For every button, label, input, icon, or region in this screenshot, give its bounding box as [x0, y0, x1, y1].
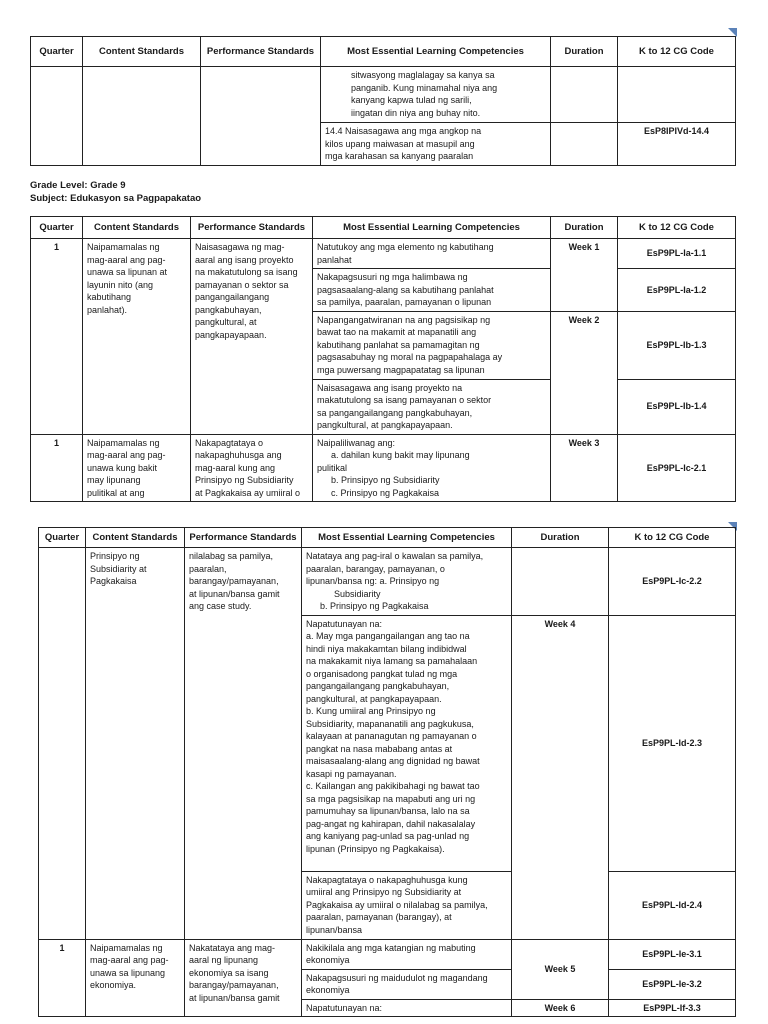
text-line: mag-aaral ang pag-: [90, 955, 169, 965]
header-content-standards: Content Standards: [83, 37, 201, 67]
table-grade9-part2: [38, 527, 736, 1017]
table-row: [31, 434, 736, 502]
text-line: Nakapagsusuri ng maidudulot ng magandang: [306, 972, 488, 983]
quarter-cell: 1: [31, 434, 83, 502]
text-line: pamumuhay sa lipunan/bansa, lalo na sa: [306, 806, 470, 816]
code-cell: EsP9PL-Ib-1.3: [618, 311, 736, 379]
text-line: may lipunang: [87, 475, 141, 485]
text-line: pulitikal at ang: [87, 487, 145, 498]
content-standards-cell: [86, 939, 185, 1017]
text-line: Naisasagawa ang isang proyekto na: [317, 382, 463, 393]
duration-cell: Week 3: [551, 434, 618, 502]
text-line: Naipamamalas ng: [87, 437, 160, 448]
text-line: panganib. Kung minamahal niya ang: [351, 82, 498, 93]
duration-cell: Week 5: [512, 939, 609, 999]
code-cell: EsP9PL-Id-2.3: [609, 615, 736, 871]
header-duration: Duration: [551, 217, 618, 239]
code-cell: EsP9PL-Ie-3.1: [609, 939, 736, 969]
melc-cell: Napatutunayan na:: [302, 999, 512, 1017]
text-line: Subsidiarity: [334, 588, 381, 599]
text-line: pangangailangang: [195, 292, 270, 302]
header-content-standards: Content Standards: [86, 528, 185, 548]
text-line: hindi niya makakamtan bilang indibidwal: [306, 643, 467, 654]
text-line: pangkultural, at pangkapayapaan.: [306, 693, 442, 704]
text-line: kabutihang panlahat sa pamamagitan ng: [317, 339, 480, 350]
melc-cell: [313, 269, 551, 312]
text-line: na makatutulong sa isang: [195, 267, 298, 277]
text-line: sitwasyong maglalagay sa kanya sa: [351, 70, 495, 80]
text-line: Pagkakaisa ay umiiral o nilalabag sa pamilya,: [306, 899, 488, 910]
code-cell: EsP9PL-Ie-3.2: [609, 969, 736, 999]
text-line: aaral ng lipunang: [189, 955, 259, 965]
code-cell: EsP9PL-Ia-1.2: [618, 269, 736, 312]
table-header-row: [39, 528, 736, 548]
text-line: c. Prinsipyo ng Pagkakaisa: [331, 487, 440, 498]
text-line: paaralan,: [189, 563, 227, 574]
text-line: aaral ang isang proyekto: [195, 254, 294, 265]
text-line: Nakapagtataya o nakapaghuhusga kung: [306, 874, 468, 885]
text-line: pagsasabuhay ng moral na pagpapahalaga ay: [317, 352, 503, 362]
table-grade9-part1: [30, 216, 736, 502]
melc-cell: [302, 615, 512, 871]
text-line: ang case study.: [189, 601, 252, 611]
melc-cell: [313, 434, 551, 502]
header-cg-code: K to 12 CG Code: [618, 217, 736, 239]
quarter-cell: 1: [31, 239, 83, 435]
header-melc: Most Essential Learning Competencies: [321, 37, 551, 67]
melc-cell: [302, 871, 512, 939]
code-cell: EsP9PL-Ic-2.1: [618, 434, 736, 502]
header-cg-code: K to 12 CG Code: [618, 37, 736, 67]
text-line: barangay/pamayanan,: [189, 576, 279, 586]
content-standards-cell: [86, 548, 185, 940]
duration-cell: [512, 548, 609, 616]
text-line: Pagkakaisa: [90, 576, 137, 586]
performance-standards-cell: [201, 67, 321, 166]
text-line: umiiral ang Prinsipyo ng Subsidiarity at: [306, 887, 462, 897]
text-line: sa mga pagsisikap na mapabuti ang uri ng: [306, 793, 476, 804]
text-line: Subsidiarity, mapananatili ang pagkukusa,: [306, 718, 474, 729]
text-line: unawa kung bakit: [87, 462, 158, 473]
quarter-cell: 1: [39, 939, 86, 1017]
table-row: [31, 239, 736, 269]
performance-standards-cell: [191, 239, 313, 435]
text-line: Natutukoy ang mga elemento ng kabutihang: [317, 242, 494, 252]
text-line: Naisasagawa ng mag-: [195, 242, 285, 252]
melc-cell: [302, 548, 512, 616]
text-line: ekonomiya.: [90, 980, 137, 990]
duration-cell: Week 6: [512, 999, 609, 1017]
text-line: maisasaalang-alang ang dignidad ng bawat: [306, 756, 480, 766]
text-line: mga puwersang magpapatatag sa lipunan: [317, 364, 485, 375]
performance-standards-cell: [185, 548, 302, 940]
text-line: a. May mga pangangailangan ang tao na: [306, 631, 470, 641]
text-line: Nakapagtataya o: [195, 437, 264, 448]
text-line: makatutulong sa isang pamayanan o sektor: [317, 395, 492, 405]
text-line: Nakatataya ang mag-: [189, 942, 276, 953]
code-cell: EsP9PL-Id-2.4: [609, 871, 736, 939]
text-line: pangkabuhayan,: [195, 304, 262, 315]
header-duration: Duration: [512, 528, 609, 548]
text-line: kasapi ng pamayanan.: [306, 768, 397, 779]
text-line: kanyang kapwa tulad ng sarili,: [351, 95, 472, 105]
melc-cell: [313, 379, 551, 434]
text-line: Subsidiarity at: [90, 563, 147, 574]
text-line: pangkapayapaan.: [195, 329, 267, 340]
text-line: Naipamamalas ng: [90, 942, 163, 953]
grade-level-label: Grade Level: Grade 9: [30, 180, 126, 191]
text-line: unawa sa lipunang: [90, 967, 166, 978]
header-melc: Most Essential Learning Competencies: [302, 528, 512, 548]
text-line: paaralan, pamayanan (barangay), at: [306, 912, 452, 922]
table-grade8-continuation: [30, 36, 736, 166]
text-line: c. Kailangan ang pakikibahagi ng bawat tao: [306, 781, 480, 791]
header-quarter: Quarter: [31, 217, 83, 239]
text-line: at lipunan/bansa gamit: [189, 588, 280, 599]
text-line: pangkultural, at: [195, 317, 257, 327]
text-line: at lipunan/bansa gamit: [189, 992, 280, 1003]
duration-cell: Week 4: [512, 615, 609, 939]
melc-cell: [313, 311, 551, 379]
text-line: panlahat).: [87, 304, 128, 315]
text-line: iingatan din niya ang buhay nito.: [351, 107, 481, 118]
text-line: b. Prinsipyo ng Subsidiarity: [331, 475, 440, 485]
text-line: kabutihang: [87, 292, 132, 302]
header-content-standards: Content Standards: [83, 217, 191, 239]
text-line: a. dahilan kung bakit may lipunang: [331, 450, 470, 460]
text-line: sa pamilya, paaralan, pamayanan o lipunan: [317, 297, 492, 307]
text-line: kilos upang maiwasan at masupil ang: [325, 138, 475, 149]
text-line: nakapaghuhusga ang: [195, 450, 282, 460]
melc-cell: [313, 239, 551, 269]
content-standards-cell: [83, 67, 201, 166]
code-cell: EsP9PL-Ic-2.2: [609, 548, 736, 616]
code-cell: [618, 67, 736, 123]
duration-cell: [551, 67, 618, 123]
text-line: Naipaliliwanag ang:: [317, 437, 396, 448]
text-line: na makakamit niya lamang sa pamahalaan: [306, 656, 478, 666]
table-row: [31, 67, 736, 123]
code-cell: EsP9PL-Ia-1.1: [618, 239, 736, 269]
text-line: ekonomiya sa isang: [189, 967, 269, 978]
text-line: lipunan/bansa: [306, 924, 363, 935]
text-line: mag-aaral ang pag-: [87, 254, 166, 265]
text-line: Nakapagsusuri ng mga halimbawa ng: [317, 272, 468, 282]
melc-cell: [321, 67, 551, 123]
text-line: 14.4 Naisasagawa ang mga angkop na: [325, 126, 482, 136]
text-line: pangkultural, at pangkapayapaan.: [317, 420, 453, 430]
text-line: b. Kung umiiral ang Prinsipyo ng: [306, 706, 436, 716]
text-line: pangangailangang pangkabuhayan,: [306, 681, 450, 691]
code-cell: EsP9PL-Ib-1.4: [618, 379, 736, 434]
duration-cell: [551, 123, 618, 166]
content-standards-cell: [83, 434, 191, 502]
text-line: lipunan (Prinsipyo ng Pagkakaisa).: [306, 843, 445, 854]
table-header-row: [31, 217, 736, 239]
text-line: pulitikal: [317, 462, 348, 473]
content-standards-cell: [83, 239, 191, 435]
text-line: Natataya ang pag-iral o kawalan sa pamilya,: [306, 551, 484, 561]
text-line: b. Prinsipyo ng Pagkakaisa: [320, 601, 429, 611]
header-performance-standards: Performance Standards: [185, 528, 302, 548]
melc-cell: [302, 939, 512, 969]
text-line: Nakikilala ang mga katangian ng mabuting: [306, 942, 476, 953]
text-line: kalayaan at pananagutan ng pamayanan o: [306, 731, 477, 741]
table-header-row: [31, 37, 736, 67]
text-line: Prinsipyo ng Subsidiarity: [195, 475, 294, 485]
text-line: lipunan/bansa ng: a. Prinsipyo ng: [306, 576, 440, 586]
duration-cell: Week 1: [551, 239, 618, 312]
text-line: mag-aaral ang pag-: [87, 450, 166, 460]
quarter-cell: [39, 548, 86, 940]
duration-cell: Week 2: [551, 311, 618, 434]
text-line: layunin nito (ang: [87, 279, 154, 290]
performance-standards-cell: [185, 939, 302, 1017]
text-line: Napatutunayan na:: [306, 618, 383, 629]
text-line: pag-angat ng kahirapan, dahil nakasalalay: [306, 818, 476, 829]
text-line: paaralan, barangay, pamayanan, o: [306, 563, 445, 574]
text-line: sa pangangailangang pangkabuhayan,: [317, 407, 473, 418]
text-line: unawa sa lipunan at: [87, 267, 168, 277]
text-line: Naipamamalas ng: [87, 242, 160, 252]
quarter-cell: [31, 67, 83, 166]
header-cg-code: K to 12 CG Code: [609, 528, 736, 548]
text-line: at Pagkakaisa ay umiiral o: [195, 487, 301, 498]
subject-label: Subject: Edukasyon sa Pagpapakatao: [30, 193, 202, 204]
text-line: Prinsipyo ng: [90, 551, 140, 561]
text-line: ekonomiya: [306, 955, 350, 965]
table-row: [39, 939, 736, 969]
text-line: ang kaniyang pag-unlad sa pag-unlad ng: [306, 831, 470, 841]
text-line: bawat tao na makamit at mapanatili ang: [317, 327, 477, 337]
code-cell: EsP9PL-If-3.3: [609, 999, 736, 1017]
text-line: Napangangatwiranan na ang pagsisikap ng: [317, 314, 491, 325]
text-line: mag-aaral kung ang: [195, 462, 276, 473]
text-line: pamayanan o sektor sa: [195, 279, 289, 290]
text-line: barangay/pamayanan,: [189, 980, 279, 990]
header-duration: Duration: [551, 37, 618, 67]
table-row: [39, 548, 736, 616]
performance-standards-cell: [191, 434, 313, 502]
melc-cell: [302, 969, 512, 999]
header-performance-standards: Performance Standards: [201, 37, 321, 67]
text-line: pagsasaalang-alang sa kabutihang panlahat: [317, 284, 494, 295]
text-line: nilalabag sa pamilya,: [189, 551, 274, 561]
text-line: pangkat na nasa mababang antas at: [306, 743, 453, 754]
header-quarter: Quarter: [39, 528, 86, 548]
melc-cell: [321, 123, 551, 166]
text-line: o organisadong pangkat tulad ng mga: [306, 668, 458, 679]
code-cell: EsP8IPIVd-14.4: [618, 123, 736, 166]
text-line: ekonomiya: [306, 985, 350, 995]
header-performance-standards: Performance Standards: [191, 217, 313, 239]
header-quarter: Quarter: [31, 37, 83, 67]
text-line: panlahat: [317, 254, 352, 265]
text-line: mga karahasan sa kanyang paaralan: [325, 151, 474, 161]
header-melc: Most Essential Learning Competencies: [313, 217, 551, 239]
